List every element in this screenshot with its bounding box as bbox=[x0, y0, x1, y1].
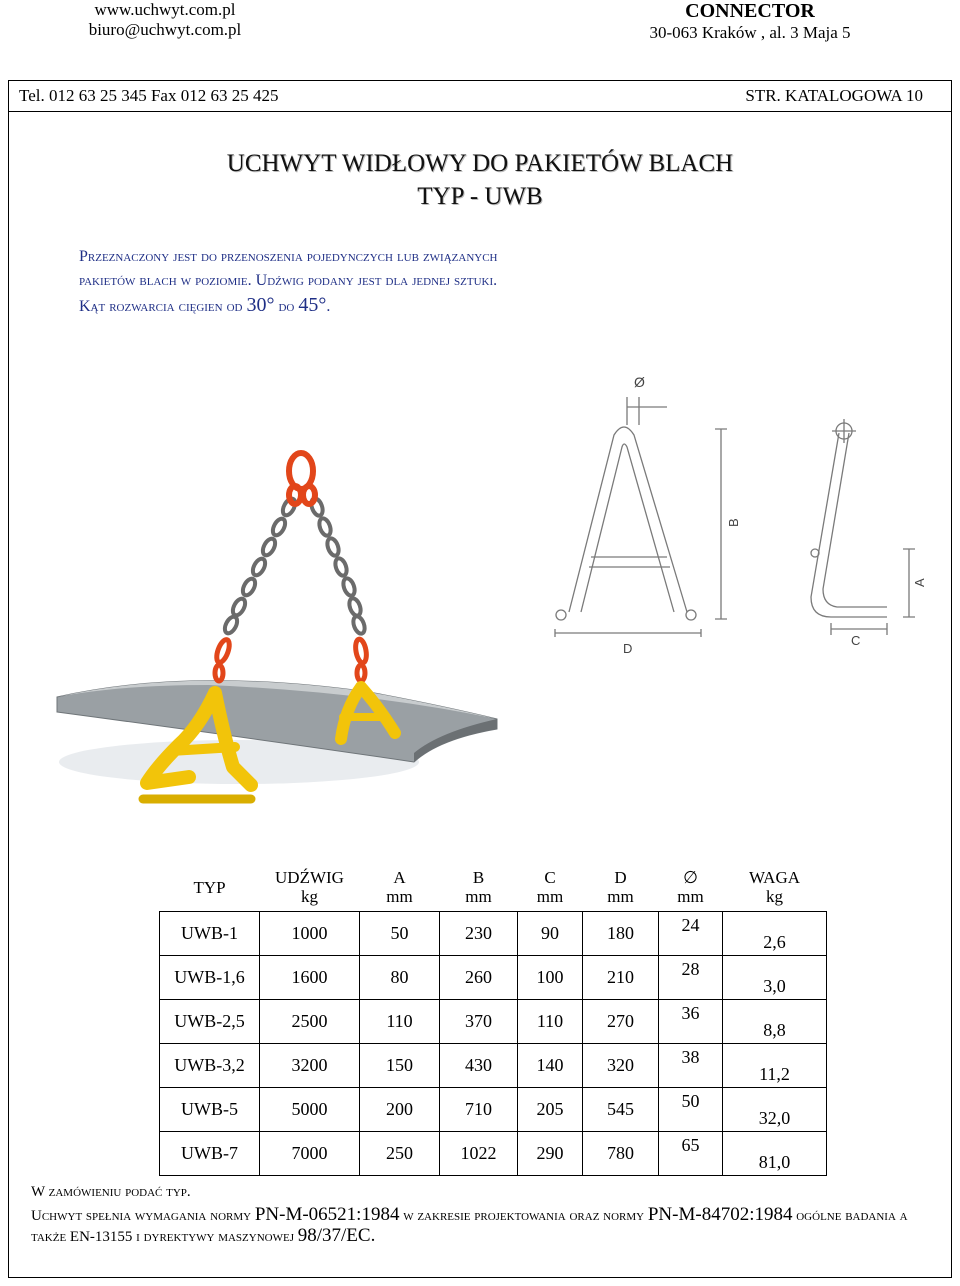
product-photo bbox=[39, 367, 519, 807]
cell-typ: UWB-5 bbox=[160, 1088, 260, 1132]
cell-b: 370 bbox=[440, 1000, 518, 1044]
company-name: CONNECTOR bbox=[685, 0, 815, 22]
cell-capacity: 2500 bbox=[260, 1000, 360, 1044]
standards-text: w zakresie projektowania oraz normy bbox=[399, 1208, 648, 1224]
cell-diameter: 28 bbox=[659, 956, 723, 1000]
email-link[interactable]: biuro@uchwyt.com.pl bbox=[88, 20, 242, 39]
angle-text-end: . bbox=[326, 298, 331, 315]
standards-text: Uchwyt spełnia wymagania normy bbox=[31, 1208, 255, 1224]
frame-inner bbox=[581, 444, 674, 612]
dim-label-a: A bbox=[912, 578, 927, 587]
cell-d: 545 bbox=[583, 1088, 659, 1132]
cell-weight: 8,8 bbox=[723, 1000, 827, 1044]
cell-capacity: 7000 bbox=[260, 1132, 360, 1176]
cell-c: 205 bbox=[518, 1088, 583, 1132]
specification-table bbox=[159, 863, 827, 1176]
dim-label-c: C bbox=[851, 633, 861, 648]
cell-a: 110 bbox=[360, 1000, 440, 1044]
angle-min: 30° bbox=[246, 294, 275, 316]
cell-d: 180 bbox=[583, 912, 659, 956]
frame-outline bbox=[569, 427, 687, 612]
cell-c: 140 bbox=[518, 1044, 583, 1088]
standards-text: ogólne badania a także bbox=[31, 1208, 908, 1245]
catalog-page-frame bbox=[8, 80, 952, 1278]
standard-pn-m-06521: PN-M-06521:1984 bbox=[254, 1204, 400, 1225]
cell-a: 150 bbox=[360, 1044, 440, 1088]
cross-bar bbox=[589, 557, 670, 567]
product-type: TYP - UWB bbox=[417, 183, 543, 210]
description-line2: pakietów blach w poziomie. Udźwig podany jest dla jednej sztuki. bbox=[79, 272, 498, 289]
cell-typ: UWB-7 bbox=[160, 1132, 260, 1176]
header-weight: WAGA kg bbox=[723, 863, 827, 912]
table-row bbox=[160, 1044, 827, 1088]
website-link[interactable]: www.uchwyt.com.pl bbox=[94, 0, 236, 19]
cell-typ: UWB-1,6 bbox=[160, 956, 260, 1000]
cell-weight: 11,2 bbox=[723, 1044, 827, 1088]
cell-weight: 3,0 bbox=[723, 956, 827, 1000]
cell-a: 50 bbox=[360, 912, 440, 956]
contact-bar bbox=[9, 81, 951, 112]
header-b: B mm bbox=[440, 863, 518, 912]
table-row bbox=[160, 1132, 827, 1176]
cell-d: 210 bbox=[583, 956, 659, 1000]
cell-diameter: 50 bbox=[659, 1088, 723, 1132]
cell-b: 230 bbox=[440, 912, 518, 956]
standard-en-13155: EN-13155 bbox=[69, 1229, 133, 1245]
master-link bbox=[289, 453, 315, 504]
catalog-page-number: STR. KATALOGOWA 10 bbox=[745, 86, 923, 105]
header-c: C mm bbox=[518, 863, 583, 912]
left-chain bbox=[222, 497, 297, 636]
cell-a: 250 bbox=[360, 1132, 440, 1176]
chain-hooks bbox=[214, 638, 368, 681]
cell-c: 90 bbox=[518, 912, 583, 956]
table-row bbox=[160, 912, 827, 956]
table-row bbox=[160, 956, 827, 1000]
cell-diameter: 36 bbox=[659, 1000, 723, 1044]
cell-capacity: 3200 bbox=[260, 1044, 360, 1088]
cell-diameter: 24 bbox=[659, 912, 723, 956]
cell-b: 710 bbox=[440, 1088, 518, 1132]
right-chain bbox=[309, 497, 367, 635]
table-row bbox=[160, 1088, 827, 1132]
product-description bbox=[79, 245, 909, 319]
cell-c: 100 bbox=[518, 956, 583, 1000]
description-line1: Przeznaczony jest do przenoszenia pojedynczych lub związanych bbox=[79, 248, 498, 265]
technical-drawing bbox=[539, 367, 929, 657]
cell-typ: UWB-2,5 bbox=[160, 1000, 260, 1044]
cell-weight: 81,0 bbox=[723, 1132, 827, 1176]
cell-c: 110 bbox=[518, 1000, 583, 1044]
cell-d: 270 bbox=[583, 1000, 659, 1044]
cell-c: 290 bbox=[518, 1132, 583, 1176]
cell-typ: UWB-3,2 bbox=[160, 1044, 260, 1088]
description-line3 bbox=[79, 293, 909, 319]
header-diameter: ∅ mm bbox=[659, 863, 723, 912]
standards-text: i dyrektywy maszynowej bbox=[132, 1229, 298, 1245]
dim-label-d: D bbox=[623, 641, 633, 656]
dim-label-diameter: Ø bbox=[634, 374, 645, 390]
table-header-row bbox=[160, 863, 827, 912]
cell-b: 1022 bbox=[440, 1132, 518, 1176]
machinery-directive: 98/37/EC. bbox=[297, 1225, 376, 1246]
cell-diameter: 38 bbox=[659, 1044, 723, 1088]
angle-text-mid: do bbox=[274, 298, 299, 315]
header-d: D mm bbox=[583, 863, 659, 912]
cell-weight: 2,6 bbox=[723, 912, 827, 956]
order-note bbox=[31, 1182, 191, 1202]
table-row bbox=[160, 1000, 827, 1044]
product-title-line1: UCHWYT WIDŁOWY DO PAKIETÓW BLACH bbox=[226, 150, 734, 177]
cell-d: 780 bbox=[583, 1132, 659, 1176]
angle-max: 45° bbox=[298, 294, 327, 316]
header-a: A mm bbox=[360, 863, 440, 912]
standard-pn-m-84702: PN-M-84702:1984 bbox=[647, 1204, 793, 1225]
header-typ: TYP bbox=[160, 863, 260, 912]
cell-capacity: 1000 bbox=[260, 912, 360, 956]
cell-capacity: 5000 bbox=[260, 1088, 360, 1132]
dim-label-b: B bbox=[726, 518, 741, 527]
company-address: 30-063 Kraków , al. 3 Maja 5 bbox=[649, 23, 851, 42]
cell-b: 430 bbox=[440, 1044, 518, 1088]
standards-note bbox=[31, 1205, 931, 1247]
cell-a: 80 bbox=[360, 956, 440, 1000]
product-title bbox=[9, 147, 951, 213]
cell-d: 320 bbox=[583, 1044, 659, 1088]
cell-a: 200 bbox=[360, 1088, 440, 1132]
cell-weight: 32,0 bbox=[723, 1088, 827, 1132]
cell-capacity: 1600 bbox=[260, 956, 360, 1000]
cell-typ: UWB-1 bbox=[160, 912, 260, 956]
cell-diameter: 65 bbox=[659, 1132, 723, 1176]
cell-b: 260 bbox=[440, 956, 518, 1000]
header-capacity: UDŹWIG kg bbox=[260, 863, 360, 912]
header-company bbox=[600, 0, 900, 44]
hook-inner bbox=[823, 433, 887, 607]
phone-fax: Tel. 012 63 25 345 Fax 012 63 25 425 bbox=[19, 86, 279, 105]
order-note-text: W zamówieniu podać typ. bbox=[31, 1184, 191, 1200]
angle-text: Kąt rozwarcia cięgien od bbox=[79, 298, 247, 315]
header-contact bbox=[0, 0, 330, 40]
